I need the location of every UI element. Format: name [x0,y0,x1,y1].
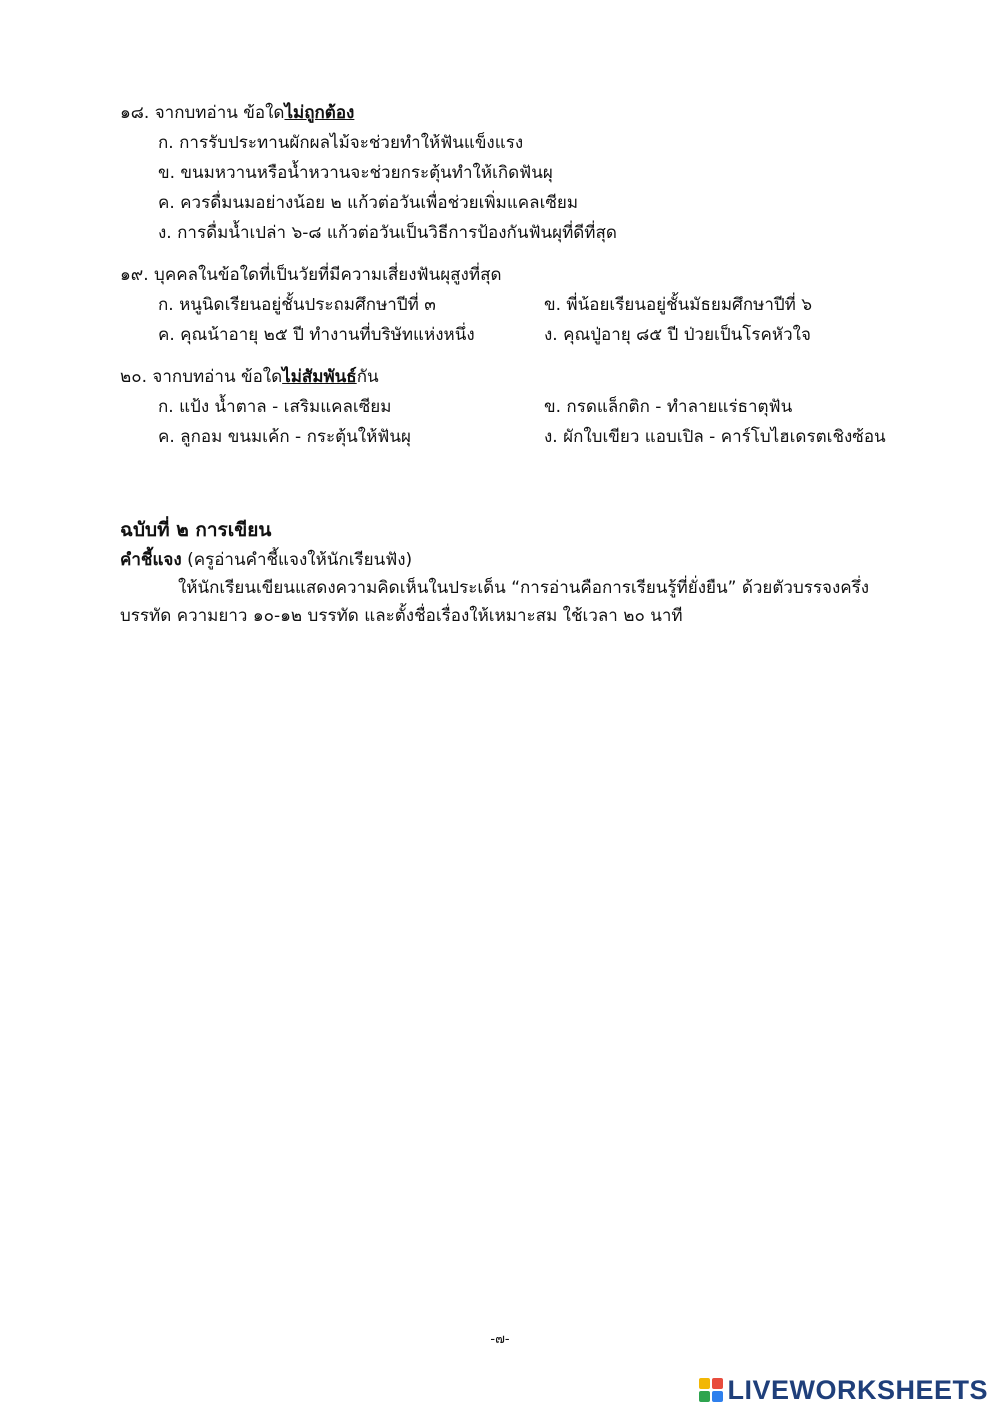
logo-square-2 [712,1378,723,1389]
question-18-emphasis: ไม่ถูกต้อง [284,103,355,123]
part-2-body: ให้นักเรียนเขียนแสดงความคิดเห็นในประเด็น “การอ่านคือการเรียนรู้ที่ยั่งยืน” ด้วยตัวบรรจงครึ่งบรรทัด ความยาว ๑๐-๑๒ บรรทัด และตั้งชื่อเรื่องให้เหมาะสม ใช้เวลา ๒๐ นาที [120,578,870,626]
instruction-label: คำชี้แจง [120,550,182,570]
logo-square-3 [699,1391,710,1402]
question-18-stem: ๑๘. จากบทอ่าน ข้อใดไม่ถูกต้อง [120,103,355,123]
question-20 [120,362,900,452]
question-20-option-c: ค. ลูกอม ขนมเค้ก - กระตุ้นให้ฟันผุ [158,427,411,447]
question-19-option-d: ง. คุณปู่อายุ ๘๕ ปี ป่วยเป็นโรคหัวใจ [544,325,811,345]
question-18-option-b: ข. ขนมหวานหรือน้ำหวานจะช่วยกระตุ้นทำให้เกิดฟันผุ [158,163,553,183]
part-2-instruction [120,546,900,574]
question-18 [120,98,900,248]
part-2-writing [120,514,900,630]
question-19-option-c: ค. คุณน้าอายุ ๒๕ ปี ทำงานที่บริษัทแห่งหนึ่ง [158,325,475,345]
liveworksheets-logo-icon [699,1378,723,1402]
question-18-option-c: ค. ควรดื่มนมอย่างน้อย ๒ แก้วต่อวันเพื่อช่วยเพิ่มแคลเซียม [158,193,579,213]
question-20-options-row-2 [120,422,900,452]
logo-square-1 [699,1378,710,1389]
question-19-stem: ๑๙. บุคคลในข้อใดที่เป็นวัยที่มีความเสี่ยงฟันผุสูงที่สุด [120,265,502,285]
page-number: -๗- [490,1332,510,1347]
question-19-options-row-2 [120,320,900,350]
question-20-stem: ๒๐. จากบทอ่าน ข้อใดไม่สัมพันธ์กัน [120,367,379,387]
question-19-options-row-1 [120,290,900,320]
question-20-options-row-1 [120,392,900,422]
question-18-option-a: ก. การรับประทานผักผลไม้จะช่วยทำให้ฟันแข็งแรง [158,133,524,153]
part-2-title: ฉบับที่ ๒ การเขียน [120,519,272,541]
question-20-emphasis: ไม่สัมพันธ์ [282,367,357,387]
brand-name: LIVEWORKSHEETS [727,1374,988,1405]
question-20-option-b: ข. กรดแล็กติก - ทำลายแร่ธาตุฟัน [544,397,793,417]
question-18-option-d: ง. การดื่มน้ำเปล่า ๖-๘ แก้วต่อวันเป็นวิธีการป้องกันฟันผุที่ดีที่สุด [158,223,617,243]
logo-square-4 [712,1391,723,1402]
question-19 [120,260,900,350]
question-20-option-d: ง. ผักใบเขียว แอบเปิล - คาร์โบไฮเดรตเชิงซ้อน [544,427,886,447]
question-20-option-a: ก. แป้ง น้ำตาล - เสริมแคลเซียม [158,397,392,417]
question-19-option-a: ก. หนูนิดเรียนอยู่ชั้นประถมศึกษาปีที่ ๓ [158,295,436,315]
instruction-note: (ครูอ่านคำชี้แจงให้นักเรียนฟัง) [181,550,413,570]
question-19-option-b: ข. พี่น้อยเรียนอยู่ชั้นมัธยมศึกษาปีที่ ๖ [544,295,813,315]
liveworksheets-logo [699,1374,988,1406]
